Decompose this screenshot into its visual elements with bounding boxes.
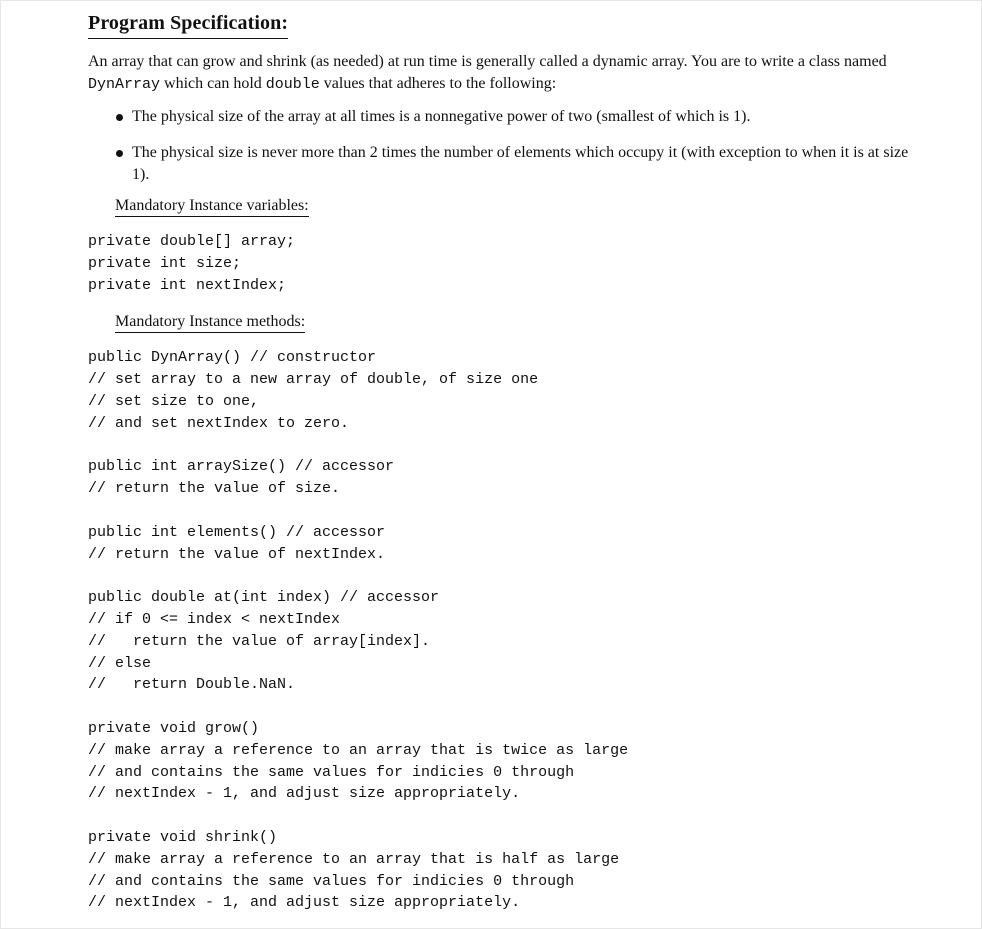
intro-text-3: values that adheres to the following: <box>319 75 557 92</box>
method-signature: private void shrink() <box>88 828 278 846</box>
variables-heading: Mandatory Instance variables: <box>115 196 309 217</box>
method-signature: private void grow() <box>88 719 260 737</box>
code-comment: // return Double.NaN. <box>88 676 296 694</box>
intro-text-1: An array that can grow and shrink (as needed) at run time is generally called a dynamic array. You are to write a class named <box>88 53 887 70</box>
method-signature: public DynArray() // constructor <box>88 349 377 367</box>
code-line: private int nextIndex; <box>88 276 287 294</box>
document-page <box>88 10 918 914</box>
code-comment: // nextIndex - 1, and adjust size appropriately. <box>88 785 521 803</box>
intro-text-2: which can hold <box>160 75 266 92</box>
requirements-list <box>88 106 918 186</box>
intro-paragraph <box>88 51 918 96</box>
code-line: private int size; <box>88 254 242 272</box>
requirement-item <box>88 106 918 128</box>
requirement-text: The physical size of the array at all times is a nonnegative power of two (smallest of which is 1). <box>132 108 751 125</box>
code-comment: // make array a reference to an array that is twice as large <box>88 741 629 759</box>
code-comment: // and contains the same values for indicies 0 through <box>88 763 575 781</box>
code-comment: // and contains the same values for indicies 0 through <box>88 872 575 890</box>
code-comment: // return the value of size. <box>88 480 341 498</box>
code-line: private double[] array; <box>88 233 296 250</box>
bullet-icon <box>116 150 123 157</box>
method-signature: public int arraySize() // accessor <box>88 458 395 476</box>
code-comment: // set array to a new array of double, of size one <box>88 371 539 389</box>
class-name-code: DynArray <box>88 76 161 93</box>
code-comment: // return the value of array[index]. <box>88 632 431 650</box>
code-comment: // return the value of nextIndex. <box>88 545 386 563</box>
code-comment: // and set nextIndex to zero. <box>88 414 350 432</box>
code-comment: // set size to one, <box>88 392 260 410</box>
method-signature: public int elements() // accessor <box>88 523 386 541</box>
type-name-code: double <box>265 76 320 93</box>
requirement-text: The physical size is never more than 2 times the number of elements which occupy it (with exception to when it is at size 1). <box>132 144 909 183</box>
code-comment: // if 0 <= index < nextIndex <box>88 610 341 628</box>
method-signature: public double at(int index) // accessor <box>88 589 440 607</box>
code-comment: // nextIndex - 1, and adjust size appropriately. <box>88 894 521 912</box>
bullet-icon <box>116 114 123 121</box>
requirement-item <box>88 142 918 186</box>
code-comment: // make array a reference to an array that is half as large <box>88 850 620 868</box>
methods-code <box>88 347 918 914</box>
code-comment: // else <box>88 654 152 672</box>
variables-code <box>88 231 918 296</box>
page-title: Program Specification: <box>88 10 288 39</box>
methods-heading: Mandatory Instance methods: <box>115 312 305 333</box>
